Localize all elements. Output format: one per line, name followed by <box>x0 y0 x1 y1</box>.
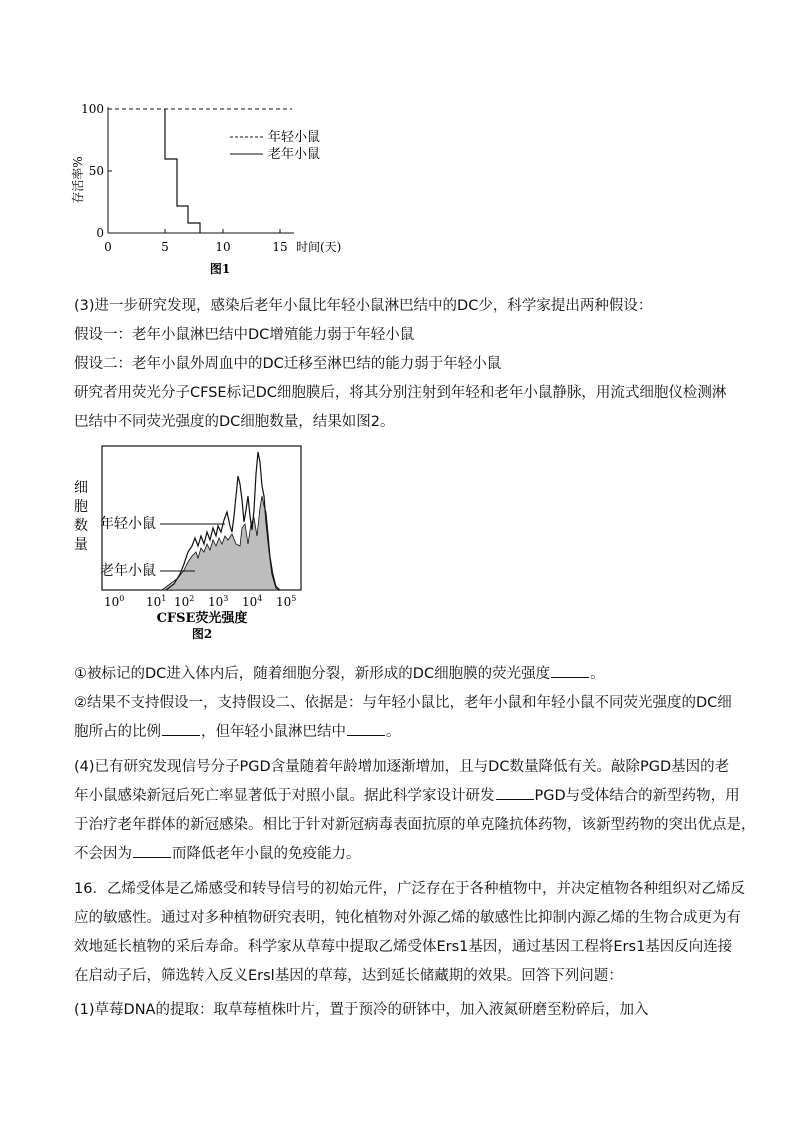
fig1-xtick-15: 15 <box>272 240 288 254</box>
para-3-intro: (3)进一步研究发现，感染后老年小鼠比年轻小鼠淋巴结中的DC少，科学家提出两种假设： <box>74 298 653 314</box>
fig2-label-old: 老年小鼠 <box>100 563 156 579</box>
fig2-ylabel <box>74 480 88 553</box>
answer-blank-2[interactable] <box>162 723 200 736</box>
question-2-line-2 <box>74 722 401 742</box>
svg-text:细: 细 <box>74 480 88 496</box>
method-line-2: 巴结中不同荧光强度的DC细胞数量，结果如图2。 <box>74 414 395 430</box>
para-4-line-2 <box>74 786 740 806</box>
fig1-y-ticks <box>81 102 112 240</box>
question-16-line-4: 在启动子后，筛选转入反义Ersl基因的草莓，达到延长储藏期的效果。回答下列问题： <box>74 968 623 984</box>
fig2-x-ticks <box>104 594 296 609</box>
fig2-xlabel: CFSE荧光强度 <box>156 611 248 626</box>
fig1-ytick-100: 100 <box>81 102 104 116</box>
question-1-end: 。 <box>590 666 605 682</box>
fig2-label-young: 年轻小鼠 <box>100 516 156 532</box>
fig1-xtick-0: 0 <box>104 240 112 254</box>
fig1-xtick-5: 5 <box>161 240 169 254</box>
fig2-series-old <box>162 496 280 590</box>
answer-blank-5[interactable] <box>133 845 171 858</box>
answer-blank-3[interactable] <box>347 723 385 736</box>
fig2-caption: 图2 <box>191 627 213 641</box>
question-1-text: ①被标记的DC进入体内后，随着细胞分裂，新形成的DC细胞膜的荧光强度 <box>74 666 551 682</box>
fig1-legend-young: 年轻小鼠 <box>268 130 321 145</box>
figure-2-flow-histogram <box>70 440 330 645</box>
question-2-line-1: ②结果不支持假设一，支持假设二、依据是：与年轻小鼠比，老年小鼠和年轻小鼠不同荧光强度的DC细 <box>74 695 732 711</box>
svg-text:量: 量 <box>74 537 88 553</box>
fig1-ytick-0: 0 <box>96 226 104 240</box>
para-4-line-3: 于治疗老年群体的新冠感染。相比于针对新冠病毒表面抗原的单克隆抗体药物，该新型药物的突出优点是， <box>74 817 756 833</box>
answer-blank-1[interactable] <box>551 665 589 678</box>
svg-text:100: $10^0$ <box>104 594 125 609</box>
para-4-text-a: 年小鼠感染新冠后死亡率显著低于对照小鼠。据此科学家设计研发 <box>74 788 495 804</box>
svg-text:105: $10^5$ <box>276 594 297 609</box>
svg-text:101: $10^1$ <box>146 594 167 609</box>
method-line-1: 研究者用荧光分子CFSE标记DC细胞膜后，将其分别注射到年轻和老年小鼠静脉，用流式细胞仪检测淋 <box>74 385 727 401</box>
svg-text:胞: 胞 <box>74 499 88 515</box>
hypothesis-1: 假设一：老年小鼠淋巴结中DC增殖能力弱于年轻小鼠 <box>74 327 415 343</box>
svg-text:103: $10^3$ <box>208 594 229 609</box>
para-4-line-4 <box>74 844 361 864</box>
svg-text:104: $10^4$ <box>242 594 263 609</box>
para-4-line-1: (4)已有研究发现信号分子PGD含量随着年龄增加逐渐增加，且与DC数量降低有关。敲除PGD基因的老 <box>74 759 730 775</box>
para-4-text-b: PGD与受体结合的新型药物，用 <box>534 788 740 804</box>
fig1-legend-old: 老年小鼠 <box>268 147 321 162</box>
fig1-xlabel: 时间(天) <box>296 240 342 254</box>
question-16-line-3: 效地延长植物的采后寿命。科学家从草莓中提取乙烯受体Ers1基因，通过基因工程将Ers1基因反向连接 <box>74 939 733 955</box>
fig1-ytick-50: 50 <box>88 164 104 178</box>
answer-blank-4[interactable] <box>496 787 534 800</box>
hypothesis-2: 假设二：老年小鼠外周血中的DC迁移至淋巴结的能力弱于年轻小鼠 <box>74 356 502 372</box>
fig1-series-old <box>165 109 200 233</box>
para-4-text-c: 不会因为 <box>74 846 132 862</box>
svg-text:数: 数 <box>74 518 88 534</box>
fig1-xtick-10: 10 <box>215 240 231 254</box>
para-4-text-d: 而降低老年小鼠的免疫能力。 <box>172 846 361 862</box>
fig1-legend <box>230 129 320 162</box>
fig1-ylabel: 存活率% <box>71 156 85 204</box>
question-2-text-a: 胞所占的比例 <box>74 724 161 740</box>
question-16-line-1: 16．乙烯受体是乙烯感受和转导信号的初始元件，广泛存在于各种植物中，并决定植物各种组织对乙烯反 <box>74 881 745 897</box>
question-2-text-b: ，但年轻小鼠淋巴结中 <box>201 724 346 740</box>
question-1 <box>74 664 605 684</box>
figure-1-survival-chart <box>70 95 370 280</box>
fig1-caption: 图1 <box>209 262 231 276</box>
question-16-line-2: 应的敏感性。通过对多种植物研究表明，钝化植物对外源乙烯的敏感性比抑制内源乙烯的生物合成更为有 <box>74 910 741 926</box>
svg-text:102: $10^2$ <box>174 594 195 609</box>
question-16-part-1: (1)草莓DNA的提取：取草莓植株叶片，置于预冷的研钵中，加入液氮研磨至粉碎后，加入 <box>74 1002 649 1018</box>
question-2-end: 。 <box>386 724 401 740</box>
